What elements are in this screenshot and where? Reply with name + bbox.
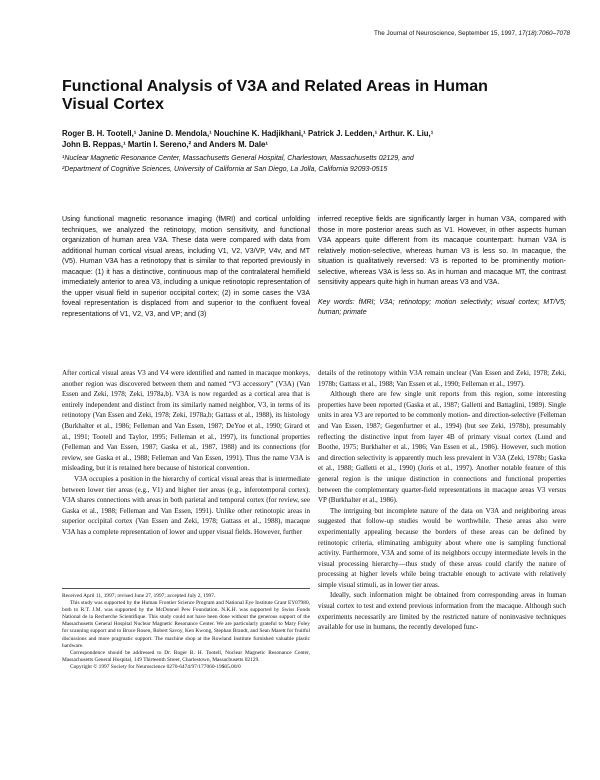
- author: Patrick J. Ledden,¹: [307, 129, 378, 138]
- abstract-left-column: [62, 215, 310, 320]
- author: Nouchine K. Hadjikhani,¹: [213, 129, 306, 138]
- affiliation: ²Department of Cognitive Sciences, University of California at San Diego, La Jolla, California 92093-0515: [62, 166, 388, 173]
- journal-citation: The Journal of Neuroscience, September 15, 1997,: [373, 30, 519, 37]
- received-dates: Received April 11, 1997; revised June 27, 1997; accepted July 2, 1997.: [62, 593, 216, 599]
- volume-pages: 17(18):7060–7078: [518, 30, 570, 37]
- author: John B. Reppas,¹: [62, 140, 126, 149]
- body-paragraph: details of the retinotopy within V3A remain unclear (Van Essen and Zeki, 1978; Zeki, 1978b; Gattass et al., 1988; Van Essen et al., 1990; Felleman et al., 1997).: [318, 369, 566, 388]
- abstract-text: inferred receptive fields are significantly larger in human V3A, compared with those in more posterior areas such as V1. However, in other aspects human V3A appears quite different from its macaque counterpart: human V3A is relatively motion-selective, whereas human V3 is less so. In macaque, the situation is qualitatively reversed: V3 is reported to be prominently motion-selective, whereas V3A is less so. As in human and macaque MT, the contrast sensitivity appears quite high in human areas V3 and V3A.: [318, 216, 566, 286]
- body-right-column: [318, 368, 566, 633]
- author-line-2: [62, 139, 562, 150]
- running-head: [60, 30, 570, 37]
- body-paragraph: Ideally, such information might be obtained from corresponding areas in human visual cortex to test and extend previous information from the macaque. Although such experiments necessarily are limited by the restricted nature of noninvasive techniques available for use in humans, the recently developed func-: [318, 591, 566, 632]
- body-paragraph: Although there are few single unit reports from this region, some interesting properties have been reported (Gaska et al., 1987; Galletti and Battaglini, 1989). Single units in area V3 are reported to be commonly motion- and direction-selective (Felleman and Van Essen, 1987; Gegenfurtner et al., 1994) (but see Zeki, 1978b), presumably reflecting the distinctive input from layer 4B of primary visual cortex (Lund and Boothe, 1975; Burkhalter et al., 1986; Van Essen et al., 1986). However, such motion and direction selectivity is apparently much less prevalent in V3A (Zeki, 1978b; Gaska et al., 1988; Galletti et al., 1990) (Joris et al., 1997). Another notable feature of this general region is the unique distinction in connections and functional properties between the complementary quarter-field representations in macaque areas V3 versus VP (Burkhalter et al., 1986).: [318, 390, 566, 505]
- author: and Anders M. Dale¹: [193, 140, 268, 149]
- abstract-right-column: [318, 215, 566, 319]
- footnote-divider: [62, 588, 310, 589]
- body-paragraph: V3A occupies a position in the hierarchy of cortical visual areas that is intermediate between lower tier areas (e.g., V1) and higher tier areas (e.g., inferotemporal cortex). V3A shares connections with areas in both parietal and temporal cortex (for review, see Gaska et al., 1988; Felleman and Van Essen, 1991). Unlike other retinotopic areas in superior occipital cortex (Van Essen and Zeki, 1978; Gattass et al., 1988), macaque V3A has a complete representation of lower and upper visual fields. However, further: [62, 474, 310, 536]
- abstract-text: Using functional magnetic resonance imaging (fMRI) and cortical unfolding techniques, we analyzed the retinotopy, motion sensitivity, and functional organization of human area V3A. These data were compared with data from additional human cortical visual areas, including V1, V2, V3/VP, V4v, and MT (V5). Human V3A has a retinotopy that is similar to that reported previously in macaque: (1) it has a distinctive, continuous map of the contralateral hemifield immediately anterior to area V3, including a unique retinotopic representation of the upper visual field in superior occipital cortex; (2) in some cases the V3A foveal representation is displaced from and superior to the confluent foveal representations of V1, V2, V3, and VP; and (3): [62, 216, 310, 318]
- body-paragraph: The intriguing but incomplete nature of the data on V3A and neighboring areas suggested that follow-up studies would be worthwhile. These areas also were experimentally appealing because the borders of these areas can be defined by retinotopic criteria, eliminating ambiguity about where one is sampling functional activity. Furthermore, V3A and some of its neighbors occupy intermediate levels in the visual processing hierarchy—thus study of these areas could clarify the nature of processing at higher levels while being tractable enough to activate with relatively simple visual stimuli, as in lower tier areas.: [318, 506, 566, 589]
- body-paragraph: After cortical visual areas V3 and V4 were identified and named in macaque monkeys, another region was discovered between them and named “V3 accessory” (V3A) (Van Essen and Zeki, 1978; Zeki, 1978a,b). V3A is now regarded as a cortical area that is entirely independent and distinct from its similarly named neighbor, V3, in terms of its retinotopy (Van Essen and Zeki, 1978; Zeki, 1978a,b; Gattass et al., 1988), its histology (Burkhalter et al., 1986; Felleman and Van Essen, 1987; DeYoe et al., 1990; Girard et al., 1991; Tootell and Taylor, 1995; Felleman et al., 1997), its functional properties (Felleman and Van Essen, 1987; Gaska et al., 1987, 1988) and its connections (for review, see Gaska et al., 1988; Felleman and Van Essen, 1991). Thus the name V3A is misleading, but it is retained here because of historical convention.: [62, 369, 310, 473]
- copyright-note: Copyright © 1997 Society for Neuroscience 0270-6474/97/177060-19$05.00/0: [70, 663, 241, 670]
- author: Janine D. Mendola,¹: [138, 129, 212, 138]
- correspondence-note: Correspondence should be addressed to Dr. Roger B. H. Tootell, Nuclear Magnetic Resonance Center, Massachusetts General Hospital, 149 Thirteenth Street, Charlestown, Massachusetts 02129.: [62, 649, 310, 663]
- keywords: Key words: fMRI; V3A; retinotopy; motion selectivity; visual cortex; MT/V5; human; primate: [318, 298, 566, 316]
- author-line-1: [62, 128, 562, 139]
- affiliations: [62, 153, 562, 175]
- affiliation: ¹Nuclear Magnetic Resonance Center, Massachusetts General Hospital, Charlestown, Massachusetts 02129, and: [62, 155, 414, 162]
- footnotes: [62, 593, 310, 671]
- funding-note: This study was supported by the Human Frontier Science Program and National Eye Institute Grant EY07980, both to R.T. J.M. was supported by the McDonnel Pew Foundation. N.K.H. was supported by Swiss Fonds National de la Recherche Scientifique. This study could not have been done without the generous support of the Massachusetts General Hospital Nuclear Magnetic Resonance Center. We are particularly grateful to Mary Foley for scanning support and to Bruce Rosen, Robert Savoy, Ken Kwong, Stephan Brandt, and Sean Marett for fruitful discussions and more pragmatic support. The machine shop at the Rowland Institute furnished valuable plastic hardware.: [62, 600, 310, 649]
- author: Roger B. H. Tootell,¹: [62, 129, 137, 138]
- author-list: [62, 128, 562, 150]
- author: Arthur. K. Liu,¹: [379, 129, 434, 138]
- article-title: Functional Analysis of V3A and Related Areas in Human Visual Cortex: [62, 78, 488, 113]
- author: Martin I. Sereno,²: [127, 140, 192, 149]
- body-left-column: [62, 368, 310, 538]
